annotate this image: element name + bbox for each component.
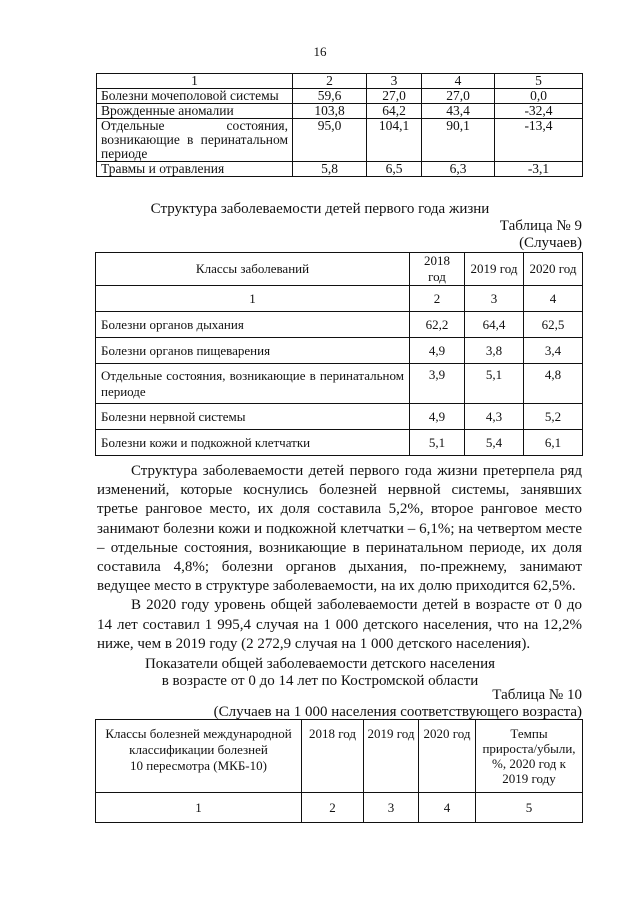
header-line: Классы болезней международной	[105, 726, 292, 741]
col-number-2: 2	[293, 74, 367, 89]
table10-units: (Случаев на 1 000 населения соответствующего возраста)	[213, 704, 582, 720]
cell-value: 4,9	[410, 338, 465, 364]
col-number-4: 4	[524, 286, 583, 312]
cell-value: 64,2	[367, 104, 422, 119]
col-number-1: 1	[96, 793, 302, 823]
table-disease-continuation	[96, 73, 583, 177]
cell-value: 6,1	[524, 430, 583, 456]
body-text	[97, 462, 582, 654]
table9-units: (Случаев)	[519, 235, 582, 251]
row-label: Болезни кожи и подкожной клетчатки	[96, 430, 410, 456]
col-number-2: 2	[302, 793, 364, 823]
header-growth-rate	[476, 720, 583, 793]
paragraph: Структура заболеваемости детей первого года жизни претерпела ряд изменений, которые коснулись болезней нервной системы, занявших третье ранговое место, их доля составила 5,2%, второе ранговое место занимают болезни кожи и подкожной клетчатки – 6,1%; на четвертом месте – отдельные состояния, возникающие в перинатальном периоде, их доля составила 4,8%; болезни органов дыхания, по-прежнему, занимают ведущее место в структуре заболеваемости, на их долю приходится 62,5%.	[97, 463, 582, 595]
table-row	[97, 162, 583, 177]
row-label-line: Отдельные состояния, возникающие в перинатальном	[101, 367, 404, 383]
cell-value: 4,9	[410, 404, 465, 430]
header-year-2018: 2018 год	[302, 720, 364, 793]
header-line: классификации болезней	[129, 742, 268, 757]
cell-value: 6,5	[367, 162, 422, 177]
cell-value: 4,3	[465, 404, 524, 430]
cell-value: 43,4	[422, 104, 495, 119]
table-header-row	[96, 253, 583, 286]
cell-value: 0,0	[495, 89, 583, 104]
header-line: %, 2020 год к	[492, 756, 566, 771]
row-label: Болезни органов дыхания	[96, 312, 410, 338]
cell-value: 3,4	[524, 338, 583, 364]
header-year-2018: 2018 год	[410, 253, 465, 286]
cell-value: 3,8	[465, 338, 524, 364]
header-line: прироста/убыли,	[482, 741, 576, 756]
header-line: 2019 году	[502, 771, 556, 786]
cell-value: -32,4	[495, 104, 583, 119]
table-row	[97, 119, 583, 162]
cell-value: 62,5	[524, 312, 583, 338]
col-number-3: 3	[364, 793, 419, 823]
header-disease-class: Классы заболеваний	[96, 253, 410, 286]
cell-value: 5,1	[465, 364, 524, 404]
row-label: Болезни нервной системы	[96, 404, 410, 430]
col-number-4: 4	[419, 793, 476, 823]
row-label: Болезни органов пищеварения	[96, 338, 410, 364]
table-row	[96, 430, 583, 456]
col-number-3: 3	[465, 286, 524, 312]
cell-value: 104,1	[367, 119, 422, 162]
row-label	[96, 364, 410, 404]
table-numbering-row	[96, 793, 583, 823]
cell-value: 62,2	[410, 312, 465, 338]
cell-value: -13,4	[495, 119, 583, 162]
row-label	[97, 119, 293, 162]
table10-title-line1: Показатели общей заболеваемости детского населения	[144, 656, 496, 672]
cell-value: 4,8	[524, 364, 583, 404]
table-row	[96, 364, 583, 404]
cell-value: 64,4	[465, 312, 524, 338]
cell-value: 3,9	[410, 364, 465, 404]
page-number: 16	[313, 44, 327, 59]
cell-value: -3,1	[495, 162, 583, 177]
row-label-line: возникающие в перинатальном	[101, 132, 288, 147]
header-year-2020: 2020 год	[524, 253, 583, 286]
col-number-1: 1	[96, 286, 410, 312]
row-label-line: периоде	[101, 146, 148, 161]
cell-value: 5,4	[465, 430, 524, 456]
table-infant-morbidity-structure	[95, 252, 583, 456]
table10-number: Таблица № 10	[492, 687, 582, 703]
header-disease-classes	[96, 720, 302, 793]
table9-title: Структура заболеваемости детей первого года жизни	[150, 201, 490, 217]
table-numbering-row	[96, 286, 583, 312]
cell-value: 6,3	[422, 162, 495, 177]
col-number-2: 2	[410, 286, 465, 312]
table-header-row	[96, 720, 583, 793]
row-label: Травмы и отравления	[97, 162, 293, 177]
cell-value: 5,2	[524, 404, 583, 430]
cell-value: 5,8	[293, 162, 367, 177]
header-year-2019: 2019 год	[364, 720, 419, 793]
cell-value: 27,0	[422, 89, 495, 104]
cell-value: 103,8	[293, 104, 367, 119]
cell-value: 27,0	[367, 89, 422, 104]
table-row	[97, 89, 583, 104]
header-year-2019: 2019 год	[465, 253, 524, 286]
col-number-4: 4	[422, 74, 495, 89]
header-year-2020: 2020 год	[419, 720, 476, 793]
paragraph: В 2020 году уровень общей заболеваемости детей в возрасте от 0 до 14 лет составил 1 995,4 случая на 1 000 детского населения, что на 12,2% ниже, чем в 2019 году (2 272,9 случая на 1 000 детского населения).	[97, 597, 582, 652]
table10-title-line2: в возрасте от 0 до 14 лет по Костромской области	[161, 673, 479, 689]
cell-value: 59,6	[293, 89, 367, 104]
row-label: Врожденные аномалии	[97, 104, 293, 119]
col-number-1: 1	[97, 74, 293, 89]
header-line: Темпы	[510, 726, 548, 741]
table-header-row	[97, 74, 583, 89]
col-number-3: 3	[367, 74, 422, 89]
row-label: Болезни мочеполовой системы	[97, 89, 293, 104]
col-number-5: 5	[476, 793, 583, 823]
row-label-line: Отдельные состояния,	[101, 118, 288, 133]
table-child-morbidity-indicators	[95, 719, 583, 823]
table-row	[97, 104, 583, 119]
cell-value: 5,1	[410, 430, 465, 456]
table-row	[96, 312, 583, 338]
cell-value: 95,0	[293, 119, 367, 162]
table-row	[96, 404, 583, 430]
table9-number: Таблица № 9	[499, 218, 582, 234]
cell-value: 90,1	[422, 119, 495, 162]
col-number-5: 5	[495, 74, 583, 89]
table-row	[96, 338, 583, 364]
header-line: 10 пересмотра (МКБ-10)	[130, 758, 267, 773]
row-label-line: периоде	[101, 383, 146, 399]
